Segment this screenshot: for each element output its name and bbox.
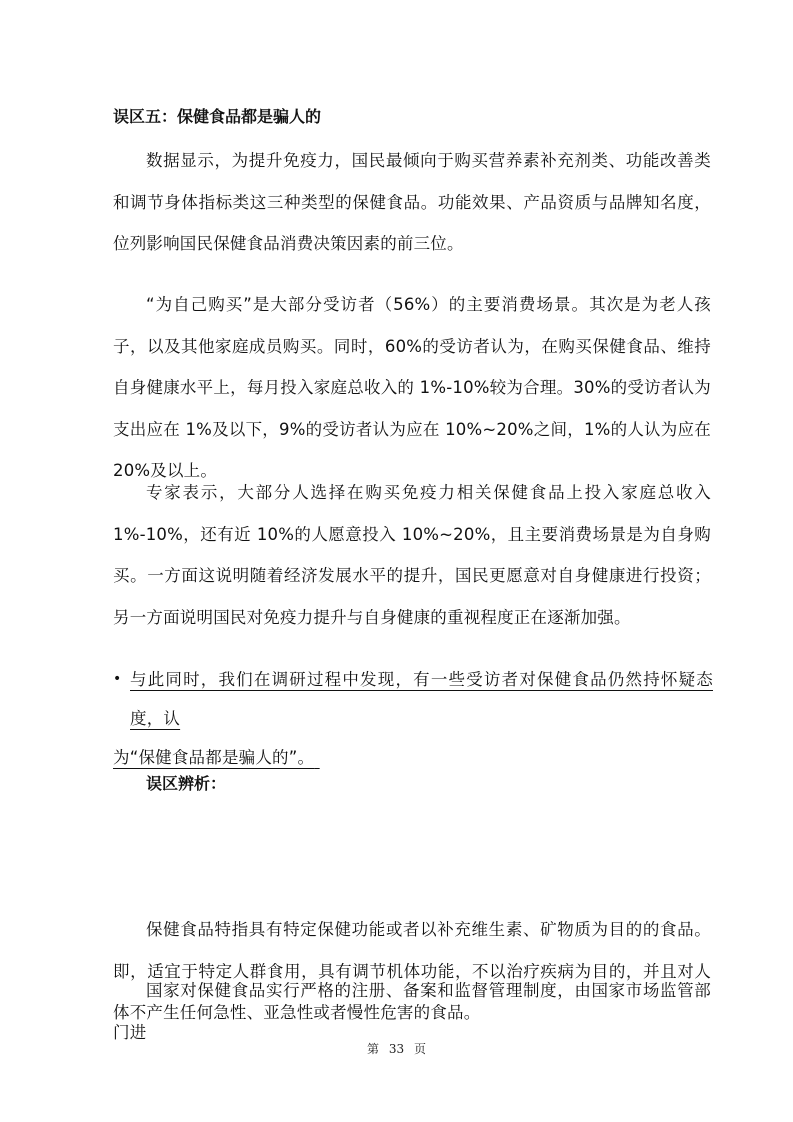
paragraph-survey-data: 数据显示，为提升免疫力，国民最倾向于购买营养素补充剂类、功能改善类和调节身体指标类这三种类型的保健食品。功能效果、产品资质与品牌知名度，位列影响国民保健食品消费决策因素的前三位。 [113,151,711,253]
bullet-text [113,660,713,777]
paragraph-purchase-scenario: “为自己购买”是大部分受访者（56%）的主要消费场景。其次是为老人孩子，以及其他家庭成员购买。同时，60%的受访者认为，在购买保健食品、维持自身健康水平上，每月投入家庭总收入的 1%-10%较为合理。30%的受访者认为支出应在 1%及以下，9%的受访者认为应在 10%~20%之间，1%的人认为应在 20%及以上。 [113,295,711,480]
paragraph-regulation: 国家对保健食品实行严格的注册、备案和监督管理制度，由国家市场监管部门进 [113,981,711,1042]
paragraph-expert-opinion: 专家表示，大部分人选择在购买免疫力相关保健食品上投入家庭总收入 1%-10%，还有近 10%的人愿意投入 10%~20%，且主要消费场景是为自身购买。一方面这说明随着经济发展水平的提升，国民更愿意对自身健康进行投资；另一方面说明国民对免疫力提升与自身健康的重视程度正在逐渐加强。 [113,483,711,627]
analysis-subheading: 误区辨析： [146,774,227,793]
page-footer [0,1041,793,1057]
bullet-line-2: 为“保健食品都是骗人的”。 [113,748,315,767]
page-number: 33 [388,1042,405,1056]
bullet-line-1: 与此同时，我们在调研过程中发现，有一些受访者对保健食品仍然持怀疑态度，认 [130,670,713,728]
footer-prefix: 第 [367,1042,380,1056]
footer-suffix: 页 [413,1042,426,1056]
section-heading: 误区五：保健食品都是骗人的 [113,107,322,126]
bullet-item [113,660,713,777]
bullet-icon: • [113,671,122,687]
paragraph-definition: 保健食品特指具有特定保健功能或者以补充维生素、矿物质为目的的食品。即，适宜于特定人群食用，具有调节机体功能，不以治疗疾病为目的，并且对人体不产生任何急性、亚急性或者慢性危害的食品。 [113,920,711,1022]
